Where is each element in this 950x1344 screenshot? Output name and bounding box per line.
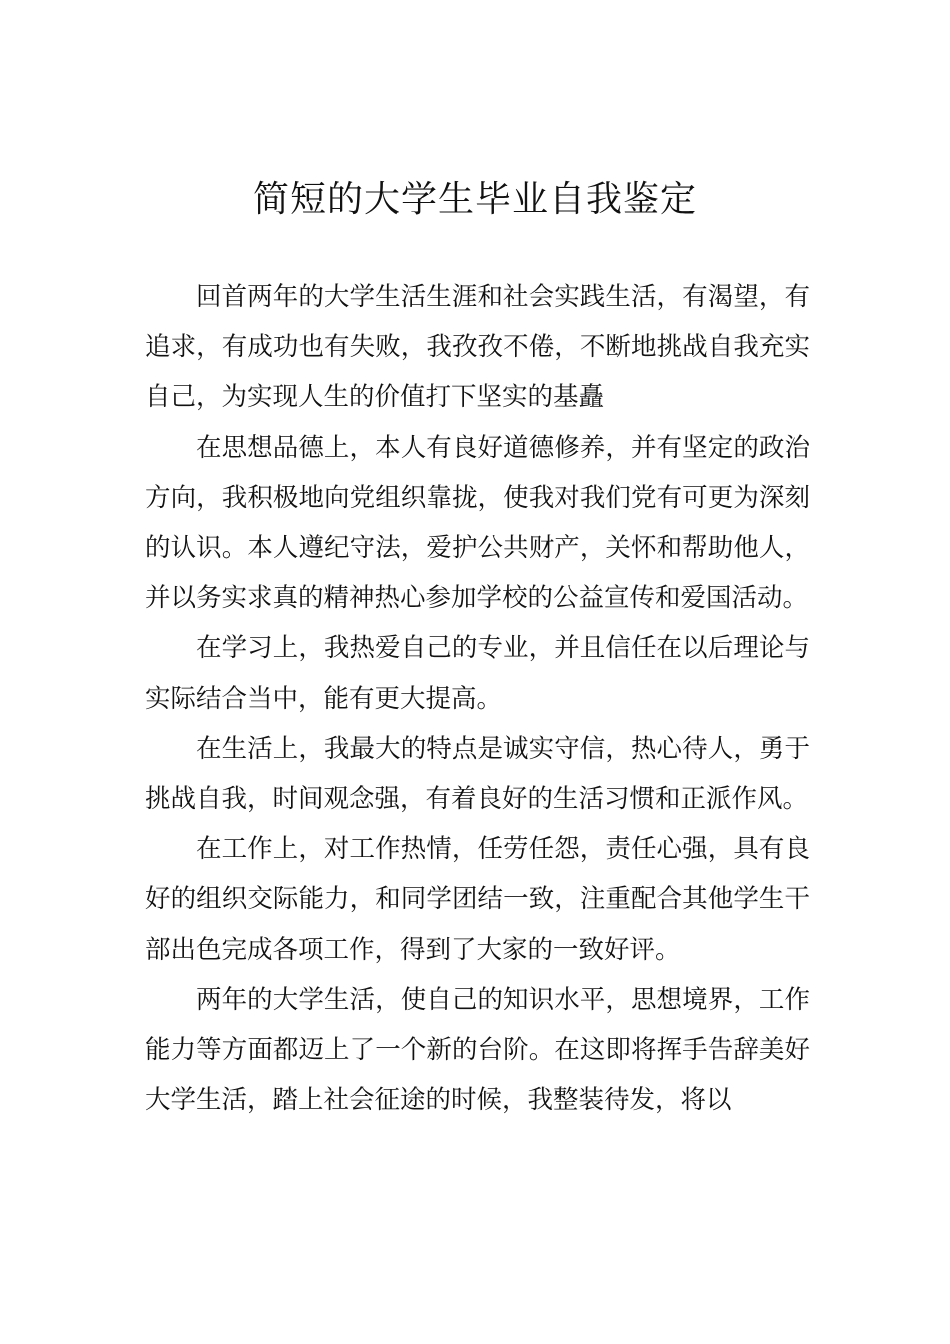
paragraph-summary: 两年的大学生活，使自己的知识水平，思想境界，工作能力等方面都迈上了一个新的台阶。在这即将挥手告辞美好大学生活，踏上社会征途的时候，我整装待发，将以 [145,984,810,1116]
document-body [145,272,810,1125]
paragraph-work: 在工作上，对工作热情，任劳任怨，责任心强，具有良好的组织交际能力，和同学团结一致，注重配合其他学生干部出色完成各项工作，得到了大家的一致好评。 [145,834,810,965]
paragraph-life: 在生活上，我最大的特点是诚实守信，热心待人，勇于挑战自我，时间观念强，有着良好的生活习惯和正派作风。 [145,733,810,815]
paragraph-intro: 回首两年的大学生活生涯和社会实践生活，有渴望，有追求，有成功也有失败，我孜孜不倦，不断地挑战自我充实自己，为实现人生的价值打下坚实的基矗 [145,282,810,413]
document-title: 简短的大学生毕业自我鉴定 [252,179,697,220]
paragraph-study: 在学习上，我热爱自己的专业，并且信任在以后理论与实际结合当中，能有更大提高。 [145,633,810,714]
paragraph-ideology: 在思想品德上，本人有良好道德修养，并有坚定的政治方向，我积极地向党组织靠拢，使我对我们党有可更为深刻的认识。本人遵纪守法，爱护公共财产，关怀和帮助他人，并以务实求真的精神热心参加学校的公益宣传和爱国活动。 [145,432,810,614]
